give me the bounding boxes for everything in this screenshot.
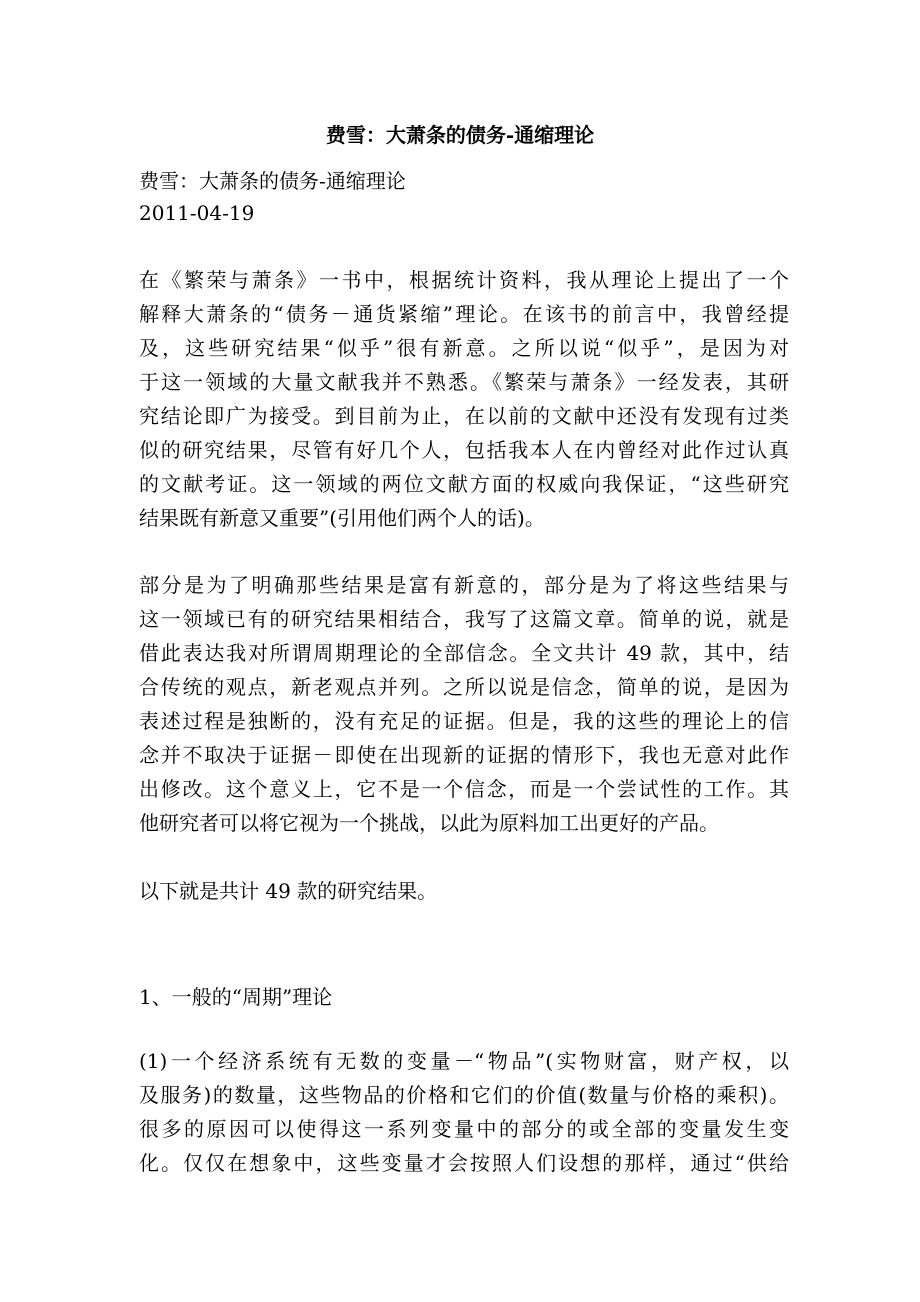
document-subtitle: 费雪：大萧条的债务-通缩理论 — [139, 169, 406, 193]
section-heading-text: 1、一般的“周期”理论 — [139, 985, 333, 1009]
paragraph-line: 这一领域已有的研究结果相结合，我写了这篇文章。简单的说，就是 — [139, 607, 789, 631]
paragraph-line: 在《繁荣与萧条》一书中，根据统计资料，我从理论上提出了一个 — [139, 268, 789, 292]
paragraph-line: 念并不取决于证据－即使在出现新的证据的情形下，我也无意对此作 — [139, 743, 789, 767]
paragraph-line: 他研究者可以将它视为一个挑战，以此为原料加工出更好的产品。 — [139, 811, 719, 835]
paragraph-line: 及服务)的数量，这些物品的价格和它们的价值(数量与价格的乘积)。 — [139, 1083, 789, 1107]
document-date: 2011-04-19 — [139, 201, 255, 225]
paragraph-line: 解释大萧条的“债务－通货紧缩”理论。在该书的前言中，我曾经提 — [139, 302, 789, 326]
paragraph-line: 以下就是共计 49 款的研究结果。 — [139, 879, 438, 903]
paragraph-4 — [139, 1044, 789, 1180]
paragraph-line: 似的研究结果，尽管有好几个人，包括我本人在内曾经对此作过认真 — [139, 438, 789, 462]
paragraph-line: 合传统的观点，新老观点并列。之所以说是信念，简单的说，是因为 — [139, 675, 789, 699]
document-title: 费雪：大萧条的债务-通缩理论 — [325, 123, 595, 147]
paragraph-line: 部分是为了明确那些结果是富有新意的，部分是为了将这些结果与 — [139, 573, 789, 597]
paragraph-line: 化。仅仅在想象中，这些变量才会按照人们设想的那样，通过“供给 — [139, 1151, 789, 1175]
paragraph-2 — [139, 568, 789, 840]
paragraph-line: 究结论即广为接受。到目前为止，在以前的文献中还没有发现有过类 — [139, 404, 789, 428]
paragraph-line: 借此表达我对所谓周期理论的全部信念。全文共计 49 款，其中，结 — [139, 641, 789, 665]
paragraph-line: (1)一个经济系统有无数的变量－“物品”(实物财富，财产权，以 — [139, 1049, 789, 1073]
paragraph-line: 结果既有新意又重要”(引用他们两个人的话)。 — [139, 506, 545, 530]
paragraph-line: 的文献考证。这一领域的两位文献方面的权威向我保证，“这些研究 — [139, 472, 789, 496]
section-heading-1 — [139, 980, 789, 1014]
paragraph-line: 出修改。这个意义上，它不是一个信念，而是一个尝试性的工作。其 — [139, 777, 789, 801]
paragraph-1 — [139, 263, 789, 535]
paragraph-line: 及，这些研究结果“似乎”很有新意。之所以说“似乎”，是因为对 — [139, 336, 789, 360]
paragraph-line: 表述过程是独断的，没有充足的证据。但是，我的这些的理论上的信 — [139, 709, 789, 733]
paragraph-line: 很多的原因可以使得这一系列变量中的部分的或全部的变量发生变 — [139, 1117, 789, 1141]
paragraph-line: 于这一领域的大量文献我并不熟悉。《繁荣与萧条》一经发表，其研 — [139, 370, 789, 394]
paragraph-3 — [139, 874, 789, 908]
